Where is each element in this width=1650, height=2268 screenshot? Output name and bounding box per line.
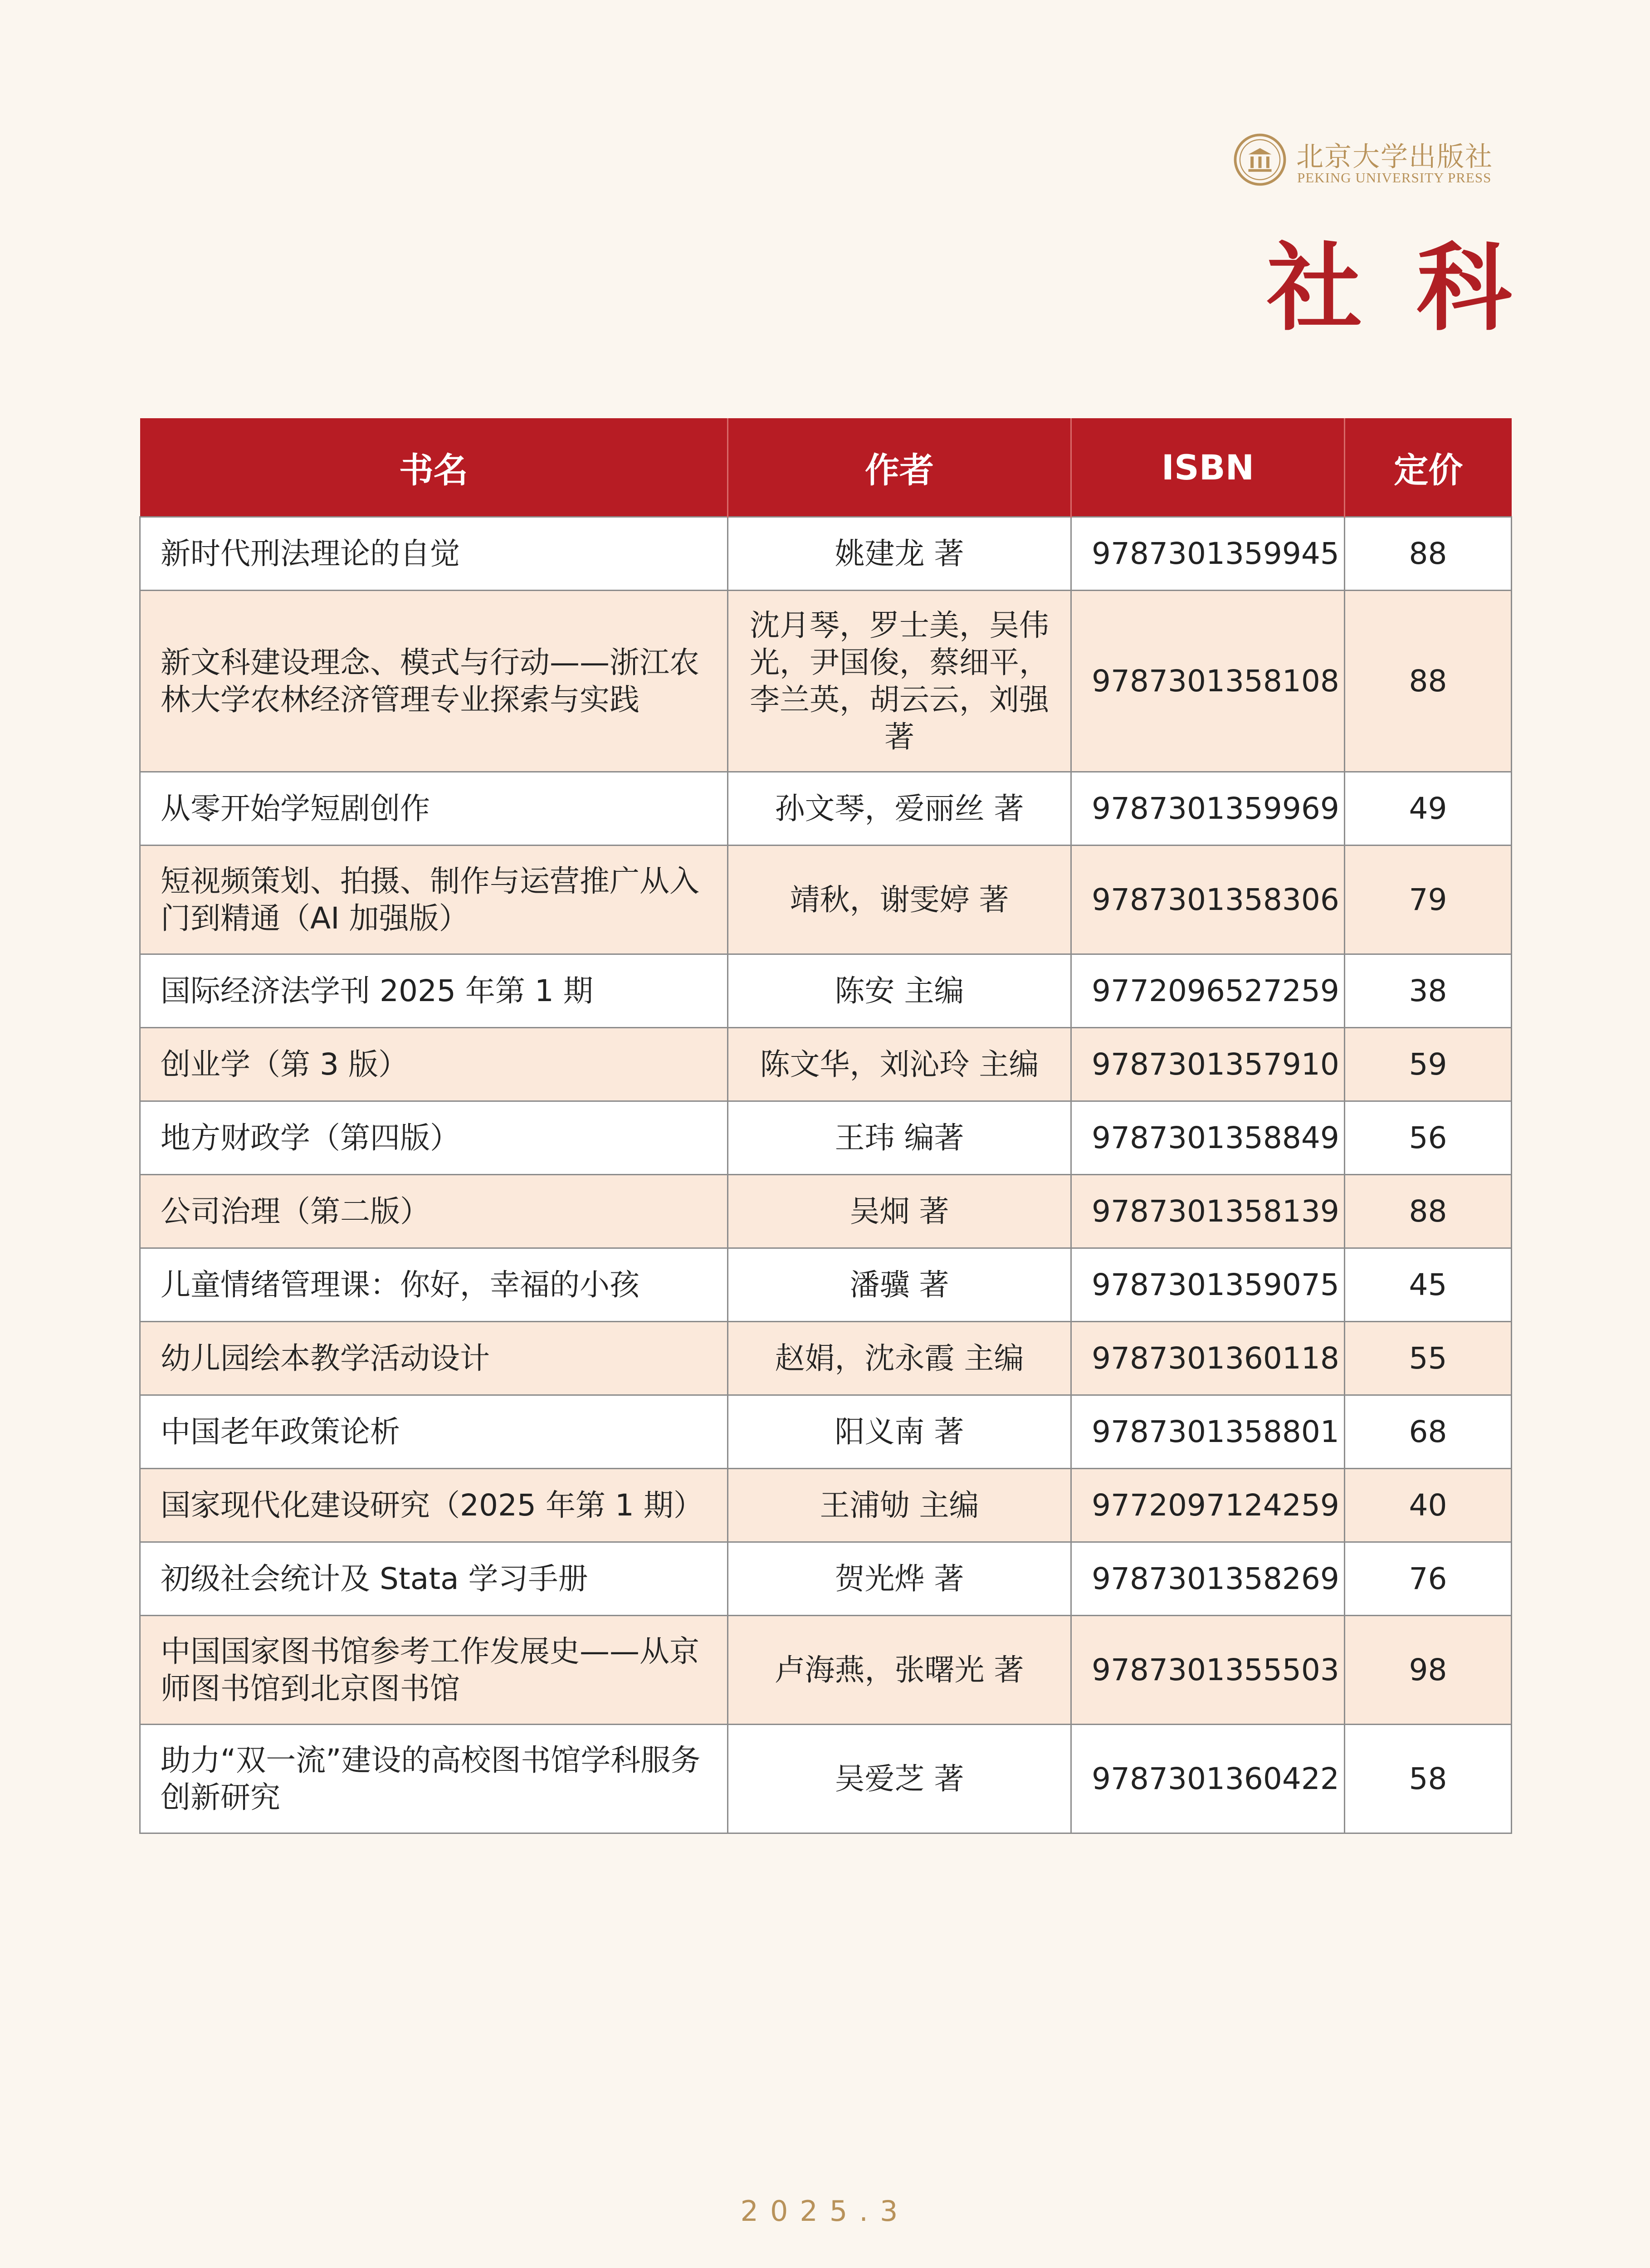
- book-title: 中国国家图书馆参考工作发展史——从京师图书馆到北京图书馆: [140, 1616, 728, 1725]
- book-title: 新文科建设理念、模式与行动——浙江农林大学农林经济管理专业探索与实践: [140, 591, 728, 772]
- book-author: 吴炯 著: [728, 1175, 1071, 1248]
- table-row: [140, 517, 1512, 591]
- book-title: 短视频策划、拍摄、制作与运营推广从入门到精通（AI 加强版）: [140, 846, 728, 954]
- book-price: 59: [1345, 1028, 1512, 1101]
- book-author: 贺光烨 著: [728, 1542, 1071, 1616]
- book-title: 中国老年政策论析: [140, 1395, 728, 1469]
- table-row: [140, 591, 1512, 772]
- column-header-isbn: ISBN: [1071, 418, 1345, 517]
- book-price: 38: [1345, 954, 1512, 1028]
- table-row: [140, 1175, 1512, 1248]
- book-price: 58: [1345, 1725, 1512, 1833]
- book-isbn: 9787301358801: [1071, 1395, 1345, 1469]
- book-price: 56: [1345, 1101, 1512, 1175]
- table-row: [140, 1725, 1512, 1833]
- book-isbn: 9787301357910: [1071, 1028, 1345, 1101]
- table-row: [140, 772, 1512, 846]
- book-author: 赵娟，沈永霞 主编: [728, 1322, 1071, 1395]
- book-isbn: 9787301358269: [1071, 1542, 1345, 1616]
- table-row: [140, 1248, 1512, 1322]
- book-author: 姚建龙 著: [728, 517, 1071, 591]
- table-row: [140, 1395, 1512, 1469]
- book-isbn: 9787301360422: [1071, 1725, 1345, 1833]
- book-isbn: 9787301359969: [1071, 772, 1345, 846]
- book-list-table: [139, 418, 1512, 1834]
- book-price: 68: [1345, 1395, 1512, 1469]
- book-title: 国家现代化建设研究（2025 年第 1 期）: [140, 1469, 728, 1542]
- book-title: 国际经济法学刊 2025 年第 1 期: [140, 954, 728, 1028]
- book-author: 潘骥 著: [728, 1248, 1071, 1322]
- book-isbn: 9787301359075: [1071, 1248, 1345, 1322]
- book-title: 儿童情绪管理课：你好，幸福的小孩: [140, 1248, 728, 1322]
- book-title: 地方财政学（第四版）: [140, 1101, 728, 1175]
- table-header-row: [140, 418, 1512, 517]
- column-header-author: 作者: [728, 418, 1071, 517]
- book-price: 88: [1345, 517, 1512, 591]
- table-row: [140, 1469, 1512, 1542]
- book-author: 王浦劬 主编: [728, 1469, 1071, 1542]
- book-isbn: 9787301355503: [1071, 1616, 1345, 1725]
- table-row: [140, 1028, 1512, 1101]
- book-author: 王玮 编著: [728, 1101, 1071, 1175]
- book-price: 45: [1345, 1248, 1512, 1322]
- publisher-name-en: PEKING UNIVERSITY PRESS: [1297, 170, 1492, 186]
- book-price: 49: [1345, 772, 1512, 846]
- issue-date: 2025.3: [740, 2195, 910, 2228]
- book-author: 阳义南 著: [728, 1395, 1071, 1469]
- table-row: [140, 954, 1512, 1028]
- book-isbn: 9772096527259: [1071, 954, 1345, 1028]
- table-row: [140, 846, 1512, 954]
- book-price: 76: [1345, 1542, 1512, 1616]
- table-row: [140, 1322, 1512, 1395]
- column-header-title: 书名: [140, 418, 728, 517]
- publisher-logo: [1234, 132, 1515, 191]
- book-title: 新时代刑法理论的自觉: [140, 517, 728, 591]
- book-author: 陈文华，刘沁玲 主编: [728, 1028, 1071, 1101]
- book-title: 幼儿园绘本教学活动设计: [140, 1322, 728, 1395]
- table-row: [140, 1616, 1512, 1725]
- book-price: 40: [1345, 1469, 1512, 1542]
- book-isbn: 9787301358306: [1071, 846, 1345, 954]
- book-author: 陈安 主编: [728, 954, 1071, 1028]
- table-row: [140, 1542, 1512, 1616]
- book-isbn: 9787301359945: [1071, 517, 1345, 591]
- book-price: 88: [1345, 591, 1512, 772]
- book-title: 助力“双一流”建设的高校图书馆学科服务创新研究: [140, 1725, 728, 1833]
- university-emblem-icon: [1234, 133, 1286, 186]
- book-title: 初级社会统计及 Stata 学习手册: [140, 1542, 728, 1616]
- book-author: 吴爱芝 著: [728, 1725, 1071, 1833]
- book-isbn: 9787301358849: [1071, 1101, 1345, 1175]
- book-author: 卢海燕，张曙光 著: [728, 1616, 1071, 1725]
- book-title: 从零开始学短剧创作: [140, 772, 728, 846]
- table-row: [140, 1101, 1512, 1175]
- book-price: 79: [1345, 846, 1512, 954]
- section-title: 社科: [1266, 232, 1566, 344]
- book-author: 沈月琴，罗士美，吴伟光，尹国俊，蔡细平，李兰英，胡云云，刘强 著: [728, 591, 1071, 772]
- book-price: 88: [1345, 1175, 1512, 1248]
- publisher-name-cn: 北京大学出版社: [1296, 141, 1493, 173]
- book-isbn: 9787301358139: [1071, 1175, 1345, 1248]
- book-author: 孙文琴，爱丽丝 著: [728, 772, 1071, 846]
- book-price: 98: [1345, 1616, 1512, 1725]
- column-header-price: 定价: [1345, 418, 1512, 517]
- book-price: 55: [1345, 1322, 1512, 1395]
- book-title: 创业学（第 3 版）: [140, 1028, 728, 1101]
- book-title: 公司治理（第二版）: [140, 1175, 728, 1248]
- book-isbn: 9787301358108: [1071, 591, 1345, 772]
- book-isbn: 9787301360118: [1071, 1322, 1345, 1395]
- book-author: 靖秋，谢雯婷 著: [728, 846, 1071, 954]
- book-isbn: 9772097124259: [1071, 1469, 1345, 1542]
